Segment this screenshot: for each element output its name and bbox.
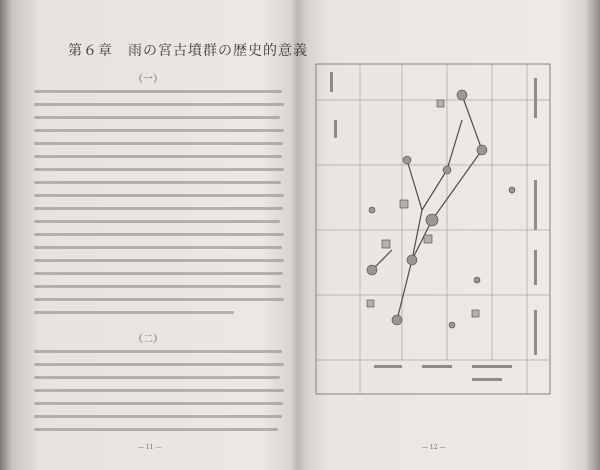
section-heading-1: （一） — [133, 74, 163, 85]
section-heading-2: （二） — [133, 334, 163, 345]
chapter-title: 第６章 雨の宮古墳群の歴史的意義 — [68, 43, 308, 59]
left-page — [18, 0, 308, 470]
page-number-right: — 12 — — [422, 444, 446, 451]
page-number-left: — 11 — — [138, 444, 162, 451]
right-page — [312, 0, 582, 470]
kofun-chronology-diagram — [312, 60, 562, 400]
